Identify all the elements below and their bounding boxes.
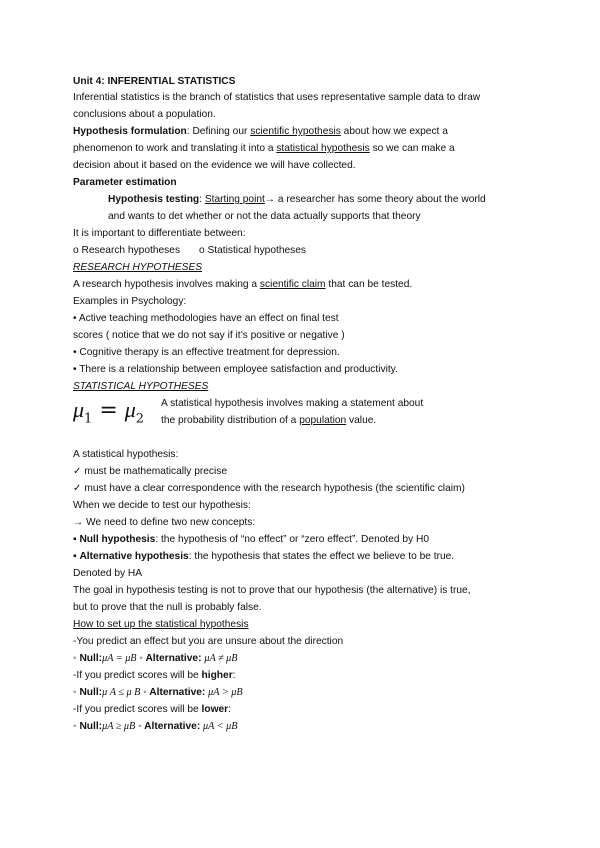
formulation-line-1 <box>73 125 448 138</box>
when-test-text: When we decide to test our hypothesis: <box>73 500 251 511</box>
starting-point-term: Starting point <box>204 194 265 205</box>
formulation-text: so we can make a <box>369 143 455 154</box>
goal-line-2: but to prove that the null is probably false. <box>73 602 262 613</box>
testing-text: → a researcher has some theory about the world <box>264 194 486 205</box>
null-label: ◦ Null: <box>73 721 103 732</box>
alternative-label: ◦ Alternative: <box>140 687 209 698</box>
criterion-2: ✓ must have a clear correspondence with the research hypothesis (the scientific claim) <box>73 483 465 494</box>
case-colon: : <box>232 670 236 681</box>
examples-label: Examples in Psychology: <box>73 296 187 307</box>
case-text: -If you predict scores will be <box>73 670 202 681</box>
formulation-label: Hypothesis formulation <box>73 126 187 137</box>
example-bullet-1a: • Active teaching methodologies have an effect on final test <box>73 313 339 324</box>
research-definition <box>73 278 412 291</box>
formulation-line-2 <box>73 142 455 155</box>
mu-symbol: μ <box>73 397 85 422</box>
scientific-claim-term: scientific claim <box>259 279 326 290</box>
lower-term: lower <box>201 704 229 715</box>
alternative-label: ◦ Alternative: <box>136 653 205 664</box>
statistical-text: value. <box>346 415 377 426</box>
example-bullet-2: • Cognitive therapy is an effective treatment for depression. <box>73 347 340 358</box>
subscript-2: 2 <box>135 411 145 427</box>
statistical-definition-line-1: A statistical hypothesis involves making a statement about <box>161 398 424 409</box>
define-concepts-text: → We need to define two new concepts: <box>73 517 256 528</box>
intro-line-1: Inferential statistics is the branch of statistics that uses representative sample data to draw <box>73 92 481 103</box>
null-expression: μA = μB <box>102 653 137 664</box>
equals-sign: = <box>92 398 125 423</box>
null-label: ◦ Null: <box>73 687 103 698</box>
page-title: Unit 4: INFERENTIAL STATISTICS <box>73 76 236 87</box>
statistical-hypotheses-heading: STATISTICAL HYPOTHESES <box>73 381 209 392</box>
formulation-text: : Defining our <box>186 126 251 137</box>
alternative-hypothesis-label: Alternative hypothesis <box>79 551 189 562</box>
square-bullet-icon: ▪ <box>73 551 80 562</box>
alternative-denoted: Denoted by HA <box>73 568 143 579</box>
null-expression: μA ≥ μB <box>102 721 136 732</box>
null-hypothesis-definition <box>73 533 429 546</box>
alternative-expression: μA > μB <box>208 687 243 698</box>
case-text: -If you predict scores will be <box>73 704 202 715</box>
testing-line-2: and wants to det whether or not the data actually supports that theory <box>108 211 421 222</box>
mu-equality-formula <box>73 397 144 432</box>
statistical-type-item: o Statistical hypotheses <box>199 245 307 256</box>
formulation-text: phenomenon to work and translating it into a <box>73 143 277 154</box>
example-bullet-1b: scores ( notice that we do not say if it’s positive or negative ) <box>73 330 345 341</box>
alternative-label: ◦ Alternative: <box>135 721 204 732</box>
research-text: A research hypothesis involves making a <box>73 279 260 290</box>
testing-label: Hypothesis testing <box>108 194 200 205</box>
setup-case-2-hypotheses <box>73 686 243 699</box>
intro-line-2: conclusions about a population. <box>73 109 216 120</box>
testing-colon: : <box>199 194 205 205</box>
subscript-1: 1 <box>84 411 93 427</box>
alternative-expression: μA < μB <box>203 721 238 732</box>
setup-case-3 <box>73 703 231 716</box>
setup-case-3-hypotheses <box>73 720 238 733</box>
alternative-hypothesis-text: : the hypothesis that states the effect we believe to be true. <box>188 551 455 562</box>
alternative-expression: μA ≠ μB <box>204 653 238 664</box>
higher-term: higher <box>201 670 233 681</box>
null-label: ◦ Null: <box>73 653 103 664</box>
scientific-hypothesis-term: scientific hypothesis <box>250 126 341 137</box>
statistical-text: the probability distribution of a <box>161 415 300 426</box>
case-colon: : <box>228 704 231 715</box>
mu-symbol: μ <box>124 397 136 422</box>
formulation-text: about how we expect a <box>340 126 448 137</box>
research-type-item: o Research hypotheses <box>73 245 181 256</box>
goal-line-1: The goal in hypothesis testing is not to prove that our hypothesis (the alternative) is true, <box>73 585 471 596</box>
square-bullet-icon: ▪ <box>73 534 80 545</box>
example-bullet-3: • There is a relationship between employee satisfaction and productivity. <box>73 364 398 375</box>
setup-case-2 <box>73 669 236 682</box>
population-term: population <box>299 415 347 426</box>
research-text: that can be tested. <box>325 279 413 290</box>
criterion-1: ✓ must be mathematically precise <box>73 466 228 477</box>
testing-line-1 <box>108 193 486 206</box>
null-hypothesis-label: Null hypothesis <box>79 534 156 545</box>
setup-case-1-hypotheses <box>73 652 238 665</box>
alternative-hypothesis-definition <box>73 550 454 563</box>
setup-heading: How to set up the statistical hypothesis <box>73 619 249 630</box>
null-hypothesis-text: : the hypothesis of “no effect” or “zero effect”. Denoted by H0 <box>155 534 430 545</box>
formulation-line-3: decision about it based on the evidence we will have collected. <box>73 160 356 171</box>
differentiate-text: It is important to differentiate between: <box>73 228 246 239</box>
parameter-estimation-heading: Parameter estimation <box>73 177 177 188</box>
statistical-hypothesis-term: statistical hypothesis <box>276 143 370 154</box>
statistical-definition-line-2 <box>161 414 376 427</box>
statistical-hypothesis-subheading: A statistical hypothesis: <box>73 449 179 460</box>
null-expression: μ A ≤ μ B <box>102 687 141 698</box>
setup-case-1: -You predict an effect but you are unsure about the direction <box>73 636 344 647</box>
research-hypotheses-heading: RESEARCH HYPOTHESES <box>73 262 203 273</box>
